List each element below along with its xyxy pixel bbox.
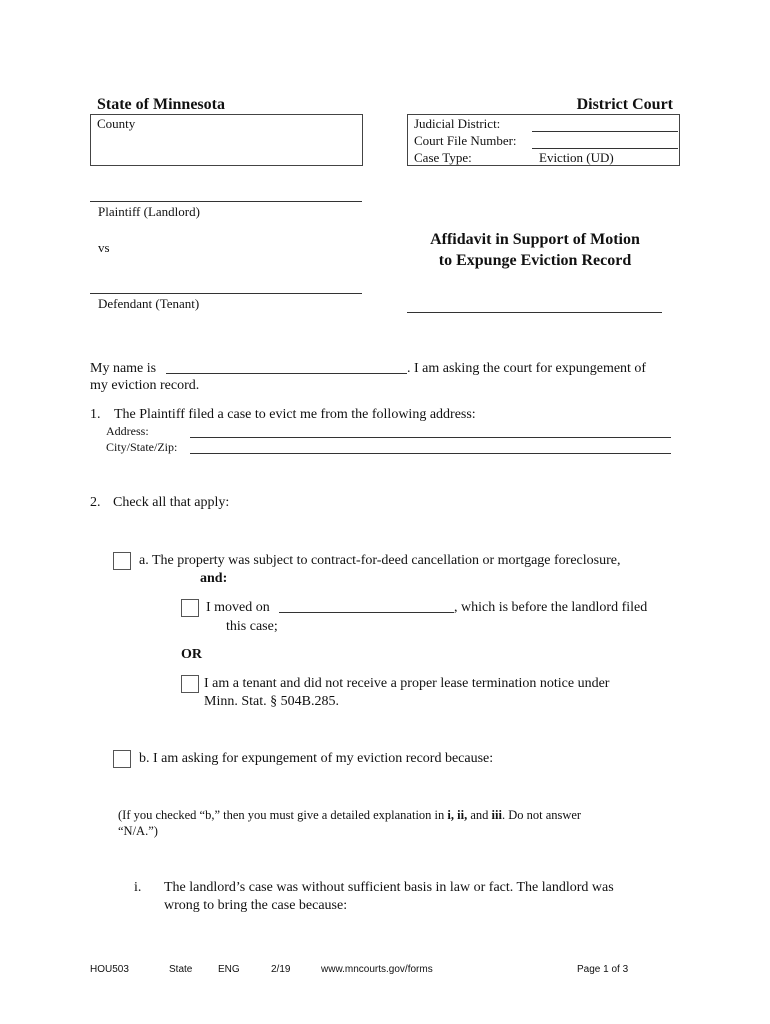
defendant-label: Defendant (Tenant) <box>98 296 200 311</box>
address-field[interactable] <box>190 437 671 438</box>
option-b-note <box>118 806 581 824</box>
judicial-district-field[interactable] <box>532 131 678 132</box>
moved-suffix: , which is before the landlord filed <box>454 600 648 615</box>
footer-page-number: Page 1 of 3 <box>577 964 629 975</box>
case-type-label: Case Type: <box>414 150 472 165</box>
option-b-checkbox[interactable] <box>113 750 131 768</box>
court-file-number-label: Court File Number: <box>414 133 517 148</box>
and-label: and: <box>200 571 228 586</box>
item2-text: Check all that apply: <box>113 495 230 510</box>
case-type-value: Eviction (UD) <box>539 150 614 165</box>
note-suffix: . Do not answer <box>501 808 582 822</box>
title-line-1: Affidavit in Support of Motion <box>430 231 640 248</box>
judicial-district-label: Judicial District: <box>414 116 501 131</box>
vs-label: vs <box>98 240 110 255</box>
court-file-number-field[interactable] <box>532 148 678 149</box>
or-label: OR <box>181 647 202 662</box>
tenant-line-2: Minn. Stat. § 504B.285. <box>204 694 339 709</box>
note-bold-iii: iii <box>491 808 502 822</box>
moved-prefix: I moved on <box>206 600 270 615</box>
option-a-text: a. The property was subject to contract-for-deed cancellation or mortgage foreclosure, <box>139 553 621 568</box>
document-title <box>405 229 665 271</box>
item1-text: The Plaintiff filed a case to evict me from the following address: <box>114 407 476 422</box>
city-state-zip-label: City/State/Zip: <box>106 440 178 454</box>
note-bold-i-ii: i, ii, <box>447 808 468 822</box>
county-label: County <box>97 116 136 131</box>
intro-suffix: . I am asking the court for expungement of <box>407 361 647 376</box>
footer-language: ENG <box>218 964 240 975</box>
reason-i-line-1: The landlord’s case was without sufficient basis in law or fact. The landlord was <box>164 880 614 895</box>
state-heading: State of Minnesota <box>97 96 225 113</box>
reason-i-line-2: wrong to bring the case because: <box>164 898 348 913</box>
defendant-name-field[interactable] <box>90 293 362 294</box>
title-underline-field[interactable] <box>407 312 662 313</box>
court-heading: District Court <box>576 96 673 113</box>
item1-number: 1. <box>90 407 101 422</box>
item2-number: 2. <box>90 495 101 510</box>
tenant-line-1: I am a tenant and did not receive a proper lease termination notice under <box>204 676 610 691</box>
note-and: and <box>470 808 489 822</box>
footer-date: 2/19 <box>271 964 291 975</box>
note-line-2: “N/A.”) <box>118 824 158 838</box>
name-field[interactable] <box>166 373 407 374</box>
moved-line-2: this case; <box>226 619 278 634</box>
plaintiff-name-field[interactable] <box>90 201 362 202</box>
note-prefix: (If you checked “b,” then you must give a detailed explanation in <box>118 808 445 822</box>
plaintiff-label: Plaintiff (Landlord) <box>98 204 200 219</box>
option-b-text: b. I am asking for expungement of my eviction record because: <box>139 751 494 766</box>
footer-form-code: HOU503 <box>90 964 129 975</box>
city-state-zip-field[interactable] <box>190 453 671 454</box>
footer-state: State <box>169 964 193 975</box>
moved-date-field[interactable] <box>279 612 454 613</box>
footer-url[interactable]: www.mncourts.gov/forms <box>321 964 433 975</box>
intro-line-2: my eviction record. <box>90 378 200 393</box>
reason-i-numeral: i. <box>134 880 142 895</box>
moved-checkbox[interactable] <box>181 599 199 617</box>
tenant-notice-checkbox[interactable] <box>181 675 199 693</box>
option-a-checkbox[interactable] <box>113 552 131 570</box>
title-line-2: to Expunge Eviction Record <box>438 252 632 269</box>
intro-prefix: My name is <box>90 361 157 376</box>
address-label: Address: <box>106 424 149 438</box>
